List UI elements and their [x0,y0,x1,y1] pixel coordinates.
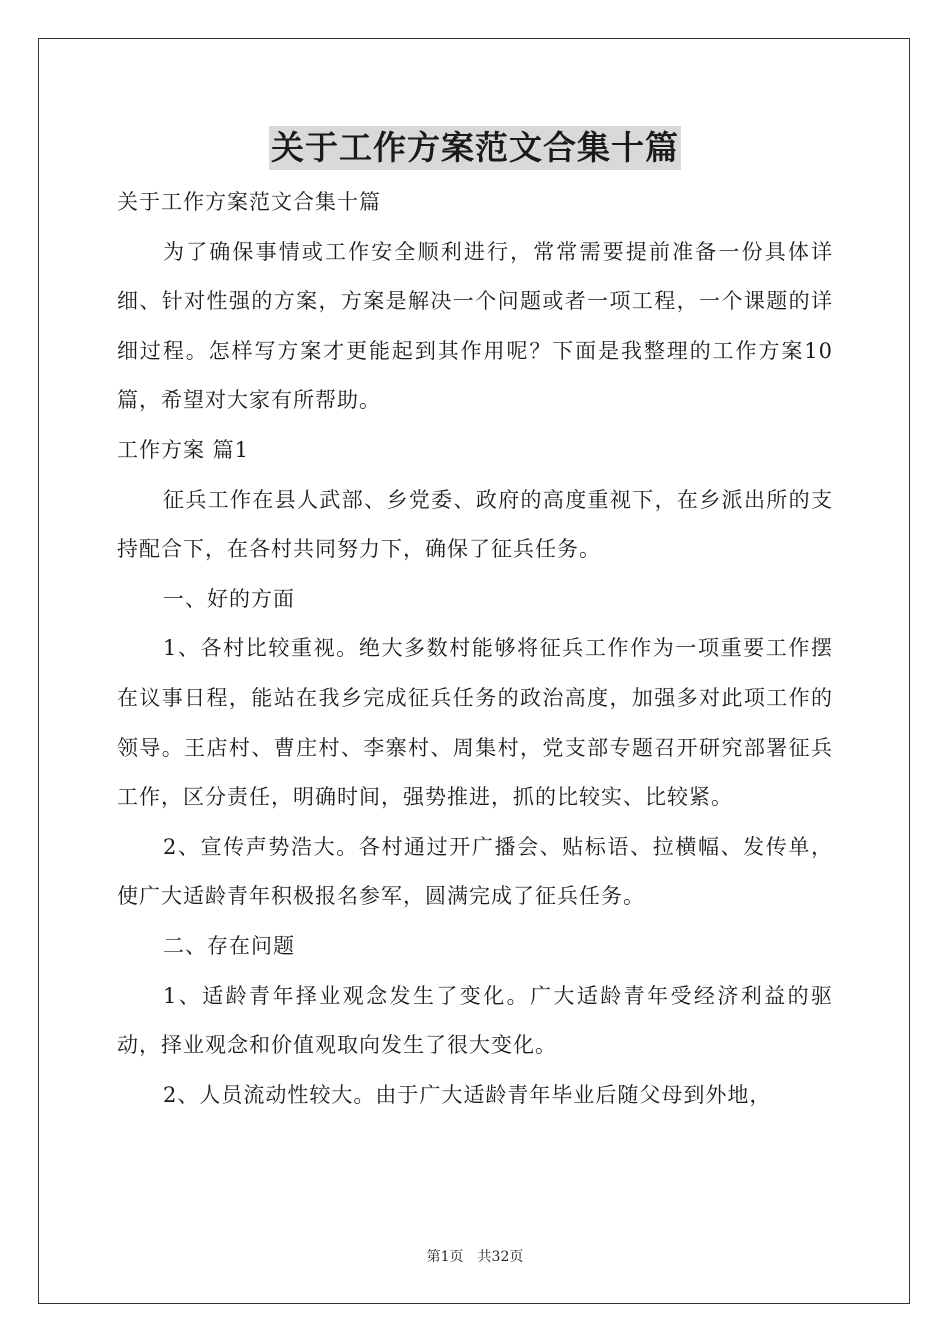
subheading-good-aspects: 一、好的方面 [163,586,295,611]
subtitle-line: 关于工作方案范文合集十篇 [117,190,381,214]
document-title-wrapper [0,126,950,176]
paragraph-villages-attention: 1、各村比较重视。绝大多数村能够将征兵工作作为一项重要工作摆在议事日程，能站在我乡完成征兵任务的政治高度，加强多对此项工作的领导。王店村、曹庄村、李寨村、周集村，党支部专题召开研究部署征兵工作，区分责任，明确时间，强势推进，抓的比较实、比较紧。 [117,636,833,810]
section-heading-plan-1: 工作方案 篇1 [117,437,250,462]
paragraph-mobility: 2、人员流动性较大。由于广大适龄青年毕业后随父母到外地， [163,1082,772,1107]
subheading-existing-problems: 二、存在问题 [163,933,295,958]
paragraph-conscription-overview: 征兵工作在县人武部、乡党委、政府的高度重视下，在乡派出所的支持配合下，在各村共同努力下，确保了征兵任务。 [117,487,833,562]
page-number-footer: 第1页 共32页 [426,1249,524,1265]
document-body [117,178,833,1120]
paragraph-career-views: 1、适龄青年择业观念发生了变化。广大适龄青年受经济利益的驱动，择业观念和价值观取向发生了很大变化。 [117,983,833,1058]
intro-paragraph: 为了确保事情或工作安全顺利进行，常常需要提前准备一份具体详细、针对性强的方案，方案是解决一个问题或者一项工程，一个课题的详细过程。怎样写方案才更能起到其作用呢？下面是我整理的工作方案10篇，希望对大家有所帮助。 [117,239,833,413]
paragraph-publicity: 2、宣传声势浩大。各村通过开广播会、贴标语、拉横幅、发传单，使广大适龄青年积极报名参军，圆满完成了征兵任务。 [117,834,833,909]
document-title: 关于工作方案范文合集十篇 [269,126,681,170]
